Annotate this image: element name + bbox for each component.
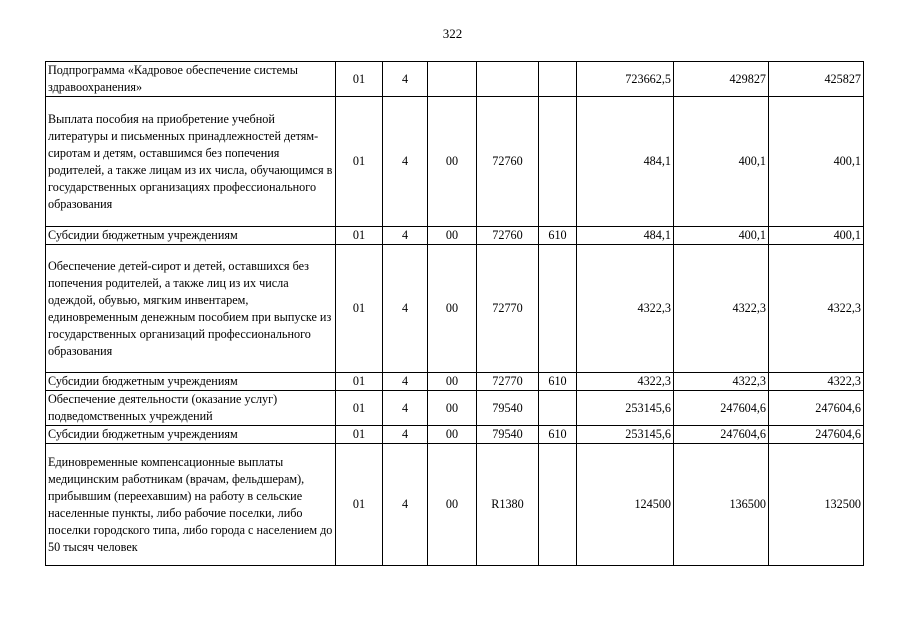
subsection-code: 4	[383, 62, 428, 97]
target-article-part2: 72760	[477, 227, 539, 245]
subsection-code: 4	[383, 373, 428, 391]
section-code: 01	[336, 391, 383, 426]
amount-year3: 247604,6	[769, 426, 864, 444]
page-number: 322	[442, 26, 463, 41]
table-row	[46, 373, 864, 391]
amount-year2: 400,1	[674, 97, 769, 227]
expense-type-code: 610	[539, 373, 577, 391]
table-row	[46, 227, 864, 245]
row-name: Субсидии бюджетным учреждениям	[46, 227, 336, 245]
target-article-part1: 00	[428, 426, 477, 444]
amount-year1: 253145,6	[577, 426, 674, 444]
amount-year2: 136500	[674, 444, 769, 566]
target-article-part1: 00	[428, 245, 477, 373]
table-row	[46, 245, 864, 373]
amount-year3: 425827	[769, 62, 864, 97]
section-code: 01	[336, 227, 383, 245]
section-code: 01	[336, 444, 383, 566]
target-article-part2	[477, 62, 539, 97]
expense-type-code	[539, 391, 577, 426]
target-article-part2: 72760	[477, 97, 539, 227]
subsection-code: 4	[383, 391, 428, 426]
amount-year3: 400,1	[769, 97, 864, 227]
amount-year1: 484,1	[577, 97, 674, 227]
table-row	[46, 426, 864, 444]
amount-year2: 247604,6	[674, 426, 769, 444]
amount-year1: 4322,3	[577, 245, 674, 373]
amount-year1: 4322,3	[577, 373, 674, 391]
section-code: 01	[336, 373, 383, 391]
target-article-part2: R1380	[477, 444, 539, 566]
target-article-part2: 72770	[477, 373, 539, 391]
amount-year1: 484,1	[577, 227, 674, 245]
row-name: Выплата пособия на приобретение учебной литературы и письменных принадлежностей детям-сиротам и детям, оставшимся без попечения родителей, а также лицам из их числа, обучающимся в государственных организациях профессионального образования	[46, 97, 336, 227]
amount-year2: 4322,3	[674, 245, 769, 373]
amount-year2: 4322,3	[674, 373, 769, 391]
amount-year1: 124500	[577, 444, 674, 566]
subsection-code: 4	[383, 97, 428, 227]
target-article-part1	[428, 62, 477, 97]
target-article-part1: 00	[428, 444, 477, 566]
row-name: Подпрограмма «Кадровое обеспечение системы здравоохранения»	[46, 62, 336, 97]
expense-type-code: 610	[539, 426, 577, 444]
amount-year1: 253145,6	[577, 391, 674, 426]
amount-year3: 132500	[769, 444, 864, 566]
subsection-code: 4	[383, 426, 428, 444]
target-article-part2: 79540	[477, 426, 539, 444]
expense-type-code	[539, 444, 577, 566]
subsection-code: 4	[383, 227, 428, 245]
row-name: Обеспечение детей-сирот и детей, оставшихся без попечения родителей, а также лиц из их числа одеждой, обувью, мягким инвентарем, единовременным денежным пособием при выпуске из государственных организаций профессионального образования	[46, 245, 336, 373]
section-code: 01	[336, 245, 383, 373]
table-row	[46, 62, 864, 97]
expense-type-code	[539, 62, 577, 97]
table-row	[46, 97, 864, 227]
target-article-part1: 00	[428, 227, 477, 245]
section-code: 01	[336, 62, 383, 97]
amount-year2: 400,1	[674, 227, 769, 245]
target-article-part1: 00	[428, 97, 477, 227]
amount-year2: 429827	[674, 62, 769, 97]
row-name: Субсидии бюджетным учреждениям	[46, 426, 336, 444]
expense-type-code	[539, 97, 577, 227]
target-article-part2: 79540	[477, 391, 539, 426]
row-name: Субсидии бюджетным учреждениям	[46, 373, 336, 391]
expense-type-code	[539, 245, 577, 373]
subsection-code: 4	[383, 444, 428, 566]
table-row	[46, 391, 864, 426]
budget-table	[45, 61, 864, 566]
row-name: Обеспечение деятельности (оказание услуг) подведомственных учреждений	[46, 391, 336, 426]
amount-year3: 4322,3	[769, 245, 864, 373]
subsection-code: 4	[383, 245, 428, 373]
amount-year2: 247604,6	[674, 391, 769, 426]
expense-type-code: 610	[539, 227, 577, 245]
amount-year3: 4322,3	[769, 373, 864, 391]
target-article-part1: 00	[428, 391, 477, 426]
section-code: 01	[336, 426, 383, 444]
amount-year3: 400,1	[769, 227, 864, 245]
table-row	[46, 444, 864, 566]
target-article-part2: 72770	[477, 245, 539, 373]
section-code: 01	[336, 97, 383, 227]
target-article-part1: 00	[428, 373, 477, 391]
amount-year3: 247604,6	[769, 391, 864, 426]
row-name: Единовременные компенсационные выплаты медицинским работникам (врачам, фельдшерам), прибывшим (переехавшим) на работу в сельские населенные пункты, либо рабочие поселки, либо поселки городского типа, либо города с населением до 50 тысяч человек	[46, 444, 336, 566]
amount-year1: 723662,5	[577, 62, 674, 97]
